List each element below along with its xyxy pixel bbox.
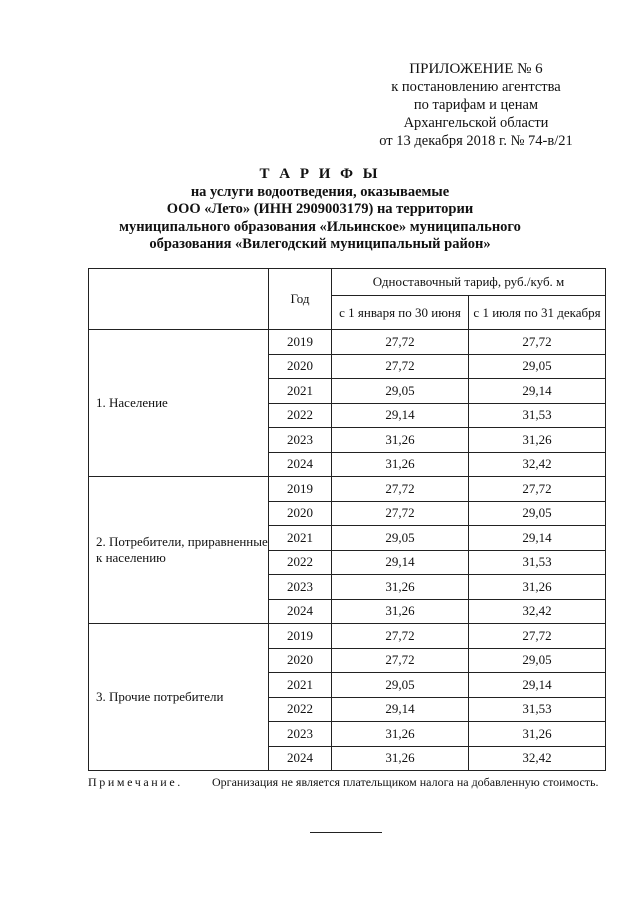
tariff-h2-cell: 27,72	[469, 330, 606, 355]
year-cell: 2024	[269, 452, 332, 477]
tariff-h1-cell: 29,05	[332, 673, 469, 698]
consumer-group: 2. Потребители, приравненные к населению	[89, 477, 269, 624]
separator-line	[310, 832, 382, 833]
year-cell: 2024	[269, 599, 332, 624]
tariff-h1-cell: 27,72	[332, 354, 469, 379]
year-cell: 2021	[269, 379, 332, 404]
year-cell: 2019	[269, 477, 332, 502]
year-cell: 2020	[269, 354, 332, 379]
tariff-h1-cell: 29,14	[332, 403, 469, 428]
document-title	[80, 166, 560, 254]
tariff-h2-cell: 27,72	[469, 477, 606, 502]
appendix-date: от 13 декабря 2018 г. № 74-в/21	[379, 133, 573, 149]
year-cell: 2020	[269, 501, 332, 526]
header-period-2: с 1 июля по 31 декабря	[469, 296, 606, 330]
tariff-h2-cell: 31,26	[469, 575, 606, 600]
footnote-label: Примечание.	[88, 775, 183, 789]
table-row	[89, 624, 606, 649]
table-row	[89, 477, 606, 502]
tariff-h1-cell: 29,05	[332, 526, 469, 551]
tariff-h2-cell: 32,42	[469, 746, 606, 771]
tariff-h1-cell: 31,26	[332, 722, 469, 747]
tariff-h2-cell: 32,42	[469, 599, 606, 624]
tariff-h2-cell: 29,14	[469, 379, 606, 404]
title-line-2: на услуги водоотведения, оказываемые	[190, 183, 450, 200]
appendix-line-4: Архангельской области	[403, 115, 549, 131]
title-line-3: ООО «Лето» (ИНН 2909003179) на территории	[166, 201, 474, 217]
consumer-group: 1. Население	[89, 330, 269, 477]
tariff-h1-cell: 27,72	[332, 501, 469, 526]
tariff-h2-cell: 29,05	[469, 648, 606, 673]
appendix-header	[340, 60, 612, 150]
appendix-line-3: по тарифам и ценам	[413, 97, 539, 113]
year-cell: 2021	[269, 526, 332, 551]
tariff-h1-cell: 27,72	[332, 648, 469, 673]
tariff-h2-cell: 32,42	[469, 452, 606, 477]
tariff-h1-cell: 29,14	[332, 550, 469, 575]
appendix-number: ПРИЛОЖЕНИЕ № 6	[409, 61, 543, 77]
tariff-h2-cell: 27,72	[469, 624, 606, 649]
header-category	[89, 269, 269, 330]
year-cell: 2022	[269, 550, 332, 575]
tariff-h2-cell: 31,26	[469, 722, 606, 747]
tariff-h1-cell: 31,26	[332, 746, 469, 771]
year-cell: 2022	[269, 403, 332, 428]
tariff-h1-cell: 31,26	[332, 599, 469, 624]
footnote-text: Организация не является плательщиком налога на добавленную стоимость.	[212, 775, 599, 789]
tariff-h2-cell: 31,26	[469, 428, 606, 453]
tariff-table-body	[89, 330, 606, 771]
tariff-h1-cell: 27,72	[332, 477, 469, 502]
title-heading: Т А Р И Ф Ы	[259, 166, 381, 182]
year-cell: 2022	[269, 697, 332, 722]
year-cell: 2023	[269, 722, 332, 747]
tariff-h1-cell: 29,14	[332, 697, 469, 722]
tariff-h2-cell: 31,53	[469, 403, 606, 428]
tariff-h2-cell: 31,53	[469, 550, 606, 575]
title-line-4: муниципального образования «Ильинское» муниципального	[119, 218, 521, 235]
year-cell: 2024	[269, 746, 332, 771]
header-tariff: Одноставочный тариф, руб./куб. м	[332, 269, 606, 296]
tariff-h1-cell: 31,26	[332, 452, 469, 477]
tariff-table	[88, 268, 606, 771]
year-cell: 2020	[269, 648, 332, 673]
tariff-h2-cell: 29,05	[469, 501, 606, 526]
consumer-group: 3. Прочие потребители	[89, 624, 269, 771]
tariff-h2-cell: 29,14	[469, 673, 606, 698]
year-cell: 2019	[269, 624, 332, 649]
header-year: Год	[269, 269, 332, 330]
appendix-line-2: к постановлению агентства	[391, 79, 561, 95]
tariff-h2-cell: 29,14	[469, 526, 606, 551]
title-line-5: образования «Вилегодский муниципальный район»	[149, 236, 491, 252]
tariff-h1-cell: 29,05	[332, 379, 469, 404]
year-cell: 2021	[269, 673, 332, 698]
tariff-h1-cell: 27,72	[332, 330, 469, 355]
tariff-h1-cell: 31,26	[332, 575, 469, 600]
table-row	[89, 330, 606, 355]
header-period-1: с 1 января по 30 июня	[332, 296, 469, 330]
year-cell: 2023	[269, 428, 332, 453]
tariff-h2-cell: 29,05	[469, 354, 606, 379]
year-cell: 2023	[269, 575, 332, 600]
tariff-h1-cell: 27,72	[332, 624, 469, 649]
tariff-h2-cell: 31,53	[469, 697, 606, 722]
year-cell: 2019	[269, 330, 332, 355]
tariff-h1-cell: 31,26	[332, 428, 469, 453]
